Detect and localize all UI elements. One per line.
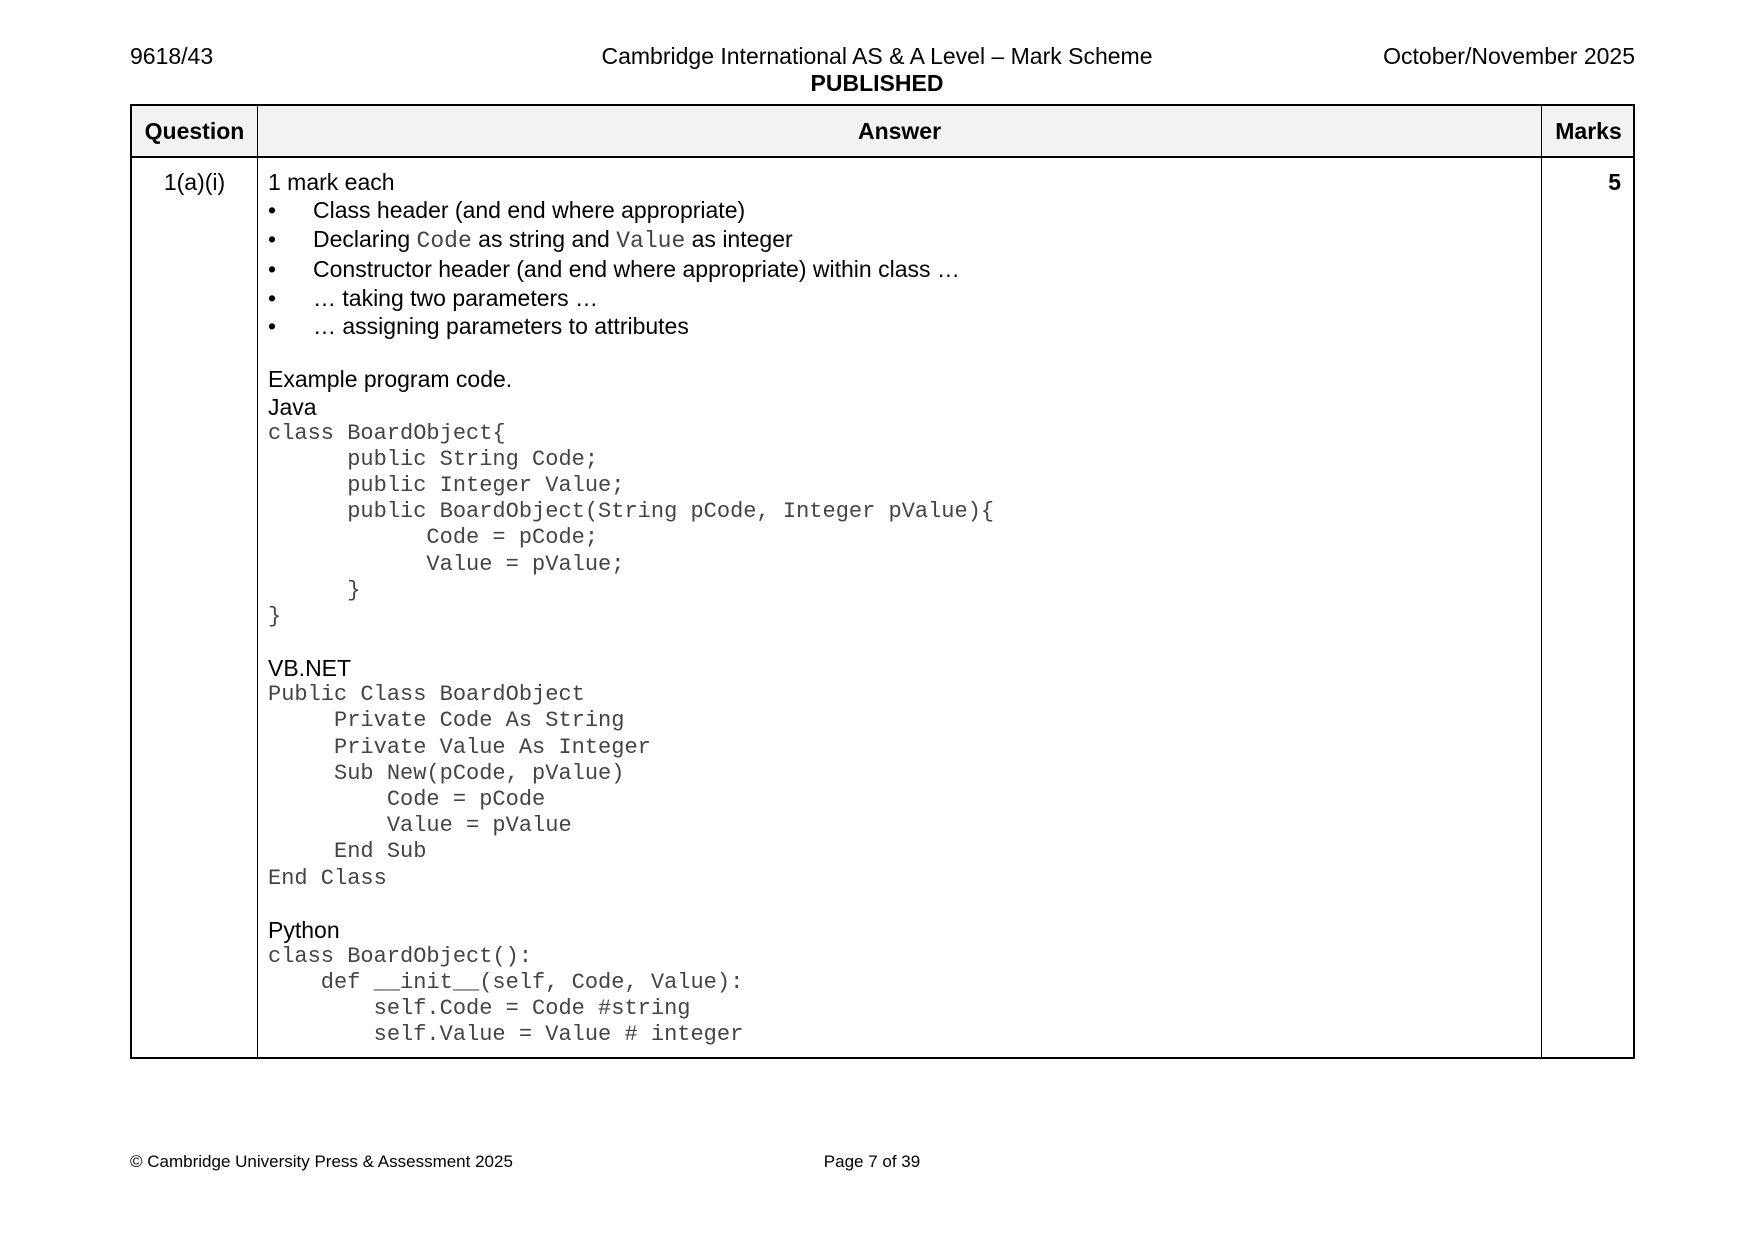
marking-point-text: … taking two parameters … bbox=[313, 284, 599, 311]
marking-point bbox=[268, 284, 1528, 313]
bullet-icon: • bbox=[268, 197, 277, 223]
marking-point-text: as string and bbox=[471, 225, 617, 252]
marks-value: 5 bbox=[1608, 169, 1621, 195]
bullet-icon: • bbox=[268, 313, 277, 339]
answer-column-header: Answer bbox=[857, 118, 942, 144]
example-heading: Example program code. bbox=[268, 365, 513, 392]
marking-point-text: … assigning parameters to attributes bbox=[313, 313, 689, 339]
python-code-block: class BoardObject(): def __init__(self, Code, Value): self.Code = Code #string self.Value = Value # integer bbox=[268, 943, 744, 1048]
marking-points bbox=[268, 196, 1528, 341]
marking-point-text: Declaring bbox=[313, 225, 417, 252]
marking-point-text: Constructor header (and end where appropriate) within class … bbox=[313, 256, 960, 282]
bullet-icon: • bbox=[268, 284, 277, 311]
marking-point-text: Class header (and end where appropriate) bbox=[313, 197, 746, 223]
vbnet-code-block: Public Class BoardObject Private Code As String Private Value As Integer Sub New(pCode, pValue) Code = pCode Value = pValue End Sub End Class bbox=[268, 682, 651, 891]
marking-point bbox=[268, 255, 1528, 284]
question-number: 1(a)(i) bbox=[163, 169, 226, 195]
bullet-icon: • bbox=[268, 256, 277, 282]
column-divider bbox=[1541, 106, 1542, 1057]
paper-code: 9618/43 bbox=[130, 43, 214, 69]
mark-scheme-table bbox=[130, 104, 1635, 1059]
vbnet-label: VB.NET bbox=[268, 655, 352, 682]
marking-point bbox=[268, 225, 1528, 256]
mark-intro: 1 mark each bbox=[268, 169, 395, 195]
title-text: Cambridge International AS & A Level – Mark Scheme bbox=[601, 43, 1153, 69]
marking-point bbox=[268, 196, 1528, 225]
inline-code: Code bbox=[416, 227, 472, 254]
marking-point bbox=[268, 312, 1528, 341]
inline-code: Value bbox=[616, 227, 686, 254]
question-column-header: Question bbox=[144, 118, 245, 144]
table-header-row bbox=[132, 106, 1633, 158]
marks-column-header: Marks bbox=[1555, 118, 1622, 144]
copyright-notice: © Cambridge University Press & Assessment 2025 bbox=[130, 1152, 513, 1171]
bullet-icon: • bbox=[268, 225, 277, 252]
marking-point-text: as integer bbox=[685, 225, 793, 252]
java-code-block: class BoardObject{ public String Code; public Integer Value; public BoardObject(String pCode, Integer pValue){ Code = pCode; Value = pValue; } } bbox=[268, 420, 995, 629]
published-label: PUBLISHED bbox=[810, 70, 944, 96]
java-label: Java bbox=[268, 393, 317, 420]
column-divider bbox=[257, 106, 258, 1057]
page-number: Page 7 of 39 bbox=[823, 1152, 921, 1171]
exam-session: October/November 2025 bbox=[1383, 43, 1635, 69]
python-label: Python bbox=[268, 916, 340, 943]
answer-cell bbox=[268, 168, 1528, 1049]
